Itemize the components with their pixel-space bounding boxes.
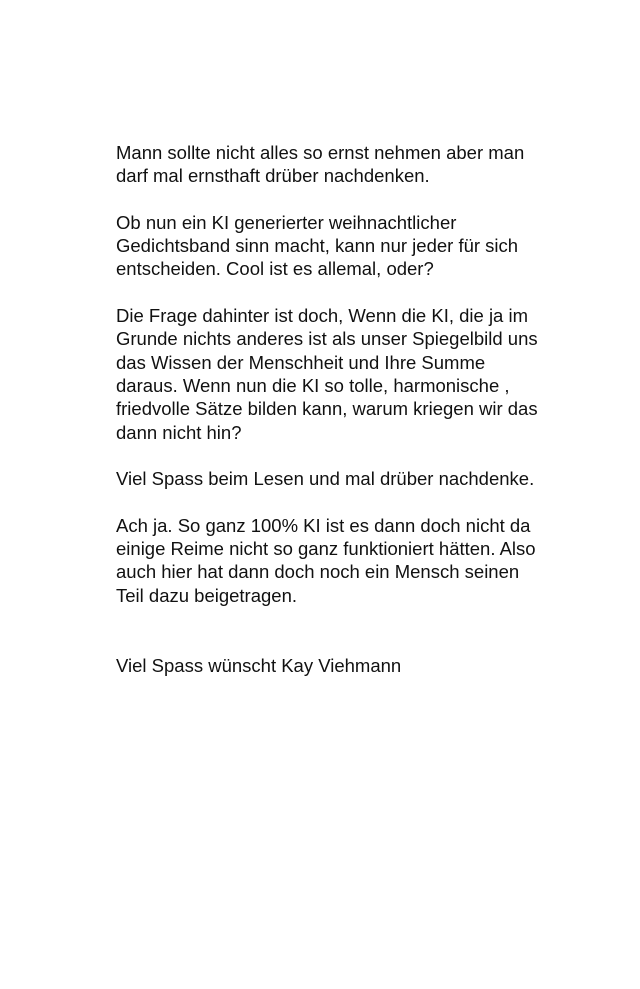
paragraph-enjoy: [116, 467, 586, 490]
text-line: Ach ja. So ganz 100% KI ist es dann doch nicht da: [116, 514, 531, 536]
text-line: das Wissen der Menschheit und Ihre Summe: [116, 351, 486, 373]
text-line: friedvolle Sätze bilden kann, warum kriegen wir das: [116, 398, 538, 420]
paragraph-reflection: [116, 304, 586, 444]
text-line: Die Frage dahinter ist doch, Wenn die KI, die ja im: [116, 305, 529, 327]
signature: [116, 654, 586, 677]
text-line: entscheiden. Cool ist es allemal, oder?: [116, 258, 434, 280]
paragraph-note: [116, 514, 586, 607]
text-line: auch hier hat dann doch noch ein Mensch seinen: [116, 561, 520, 583]
text-line: darf mal ernsthaft drüber nachdenken.: [116, 165, 430, 187]
body-text: [116, 141, 586, 677]
paragraph-spacer: [116, 188, 586, 211]
text-line: daraus. Wenn nun die KI so tolle, harmonische ,: [116, 374, 510, 396]
signature-line: Viel Spass wünscht Kay Viehmann: [116, 654, 402, 676]
text-line: Gedichtsband sinn macht, kann nur jeder für sich: [116, 235, 519, 257]
text-line: einige Reime nicht so ganz funktioniert hätten. Also: [116, 538, 536, 560]
text-line: Ob nun ein KI generierter weihnachtlicher: [116, 211, 457, 233]
text-line: dann nicht hin?: [116, 421, 242, 443]
text-line: Grunde nichts anderes ist als unser Spiegelbild uns: [116, 328, 538, 350]
paragraph-spacer: [116, 281, 586, 304]
paragraph-intro: [116, 141, 586, 188]
text-line: Viel Spass beim Lesen und mal drüber nachdenke.: [116, 468, 535, 490]
paragraph-spacer: [116, 444, 586, 467]
text-line: Teil dazu beigetragen.: [116, 584, 298, 606]
paragraph-spacer: [116, 490, 586, 513]
text-line: Mann sollte nicht alles so ernst nehmen aber man: [116, 142, 525, 163]
paragraph-question: [116, 211, 586, 281]
signature-spacer: [116, 607, 586, 654]
